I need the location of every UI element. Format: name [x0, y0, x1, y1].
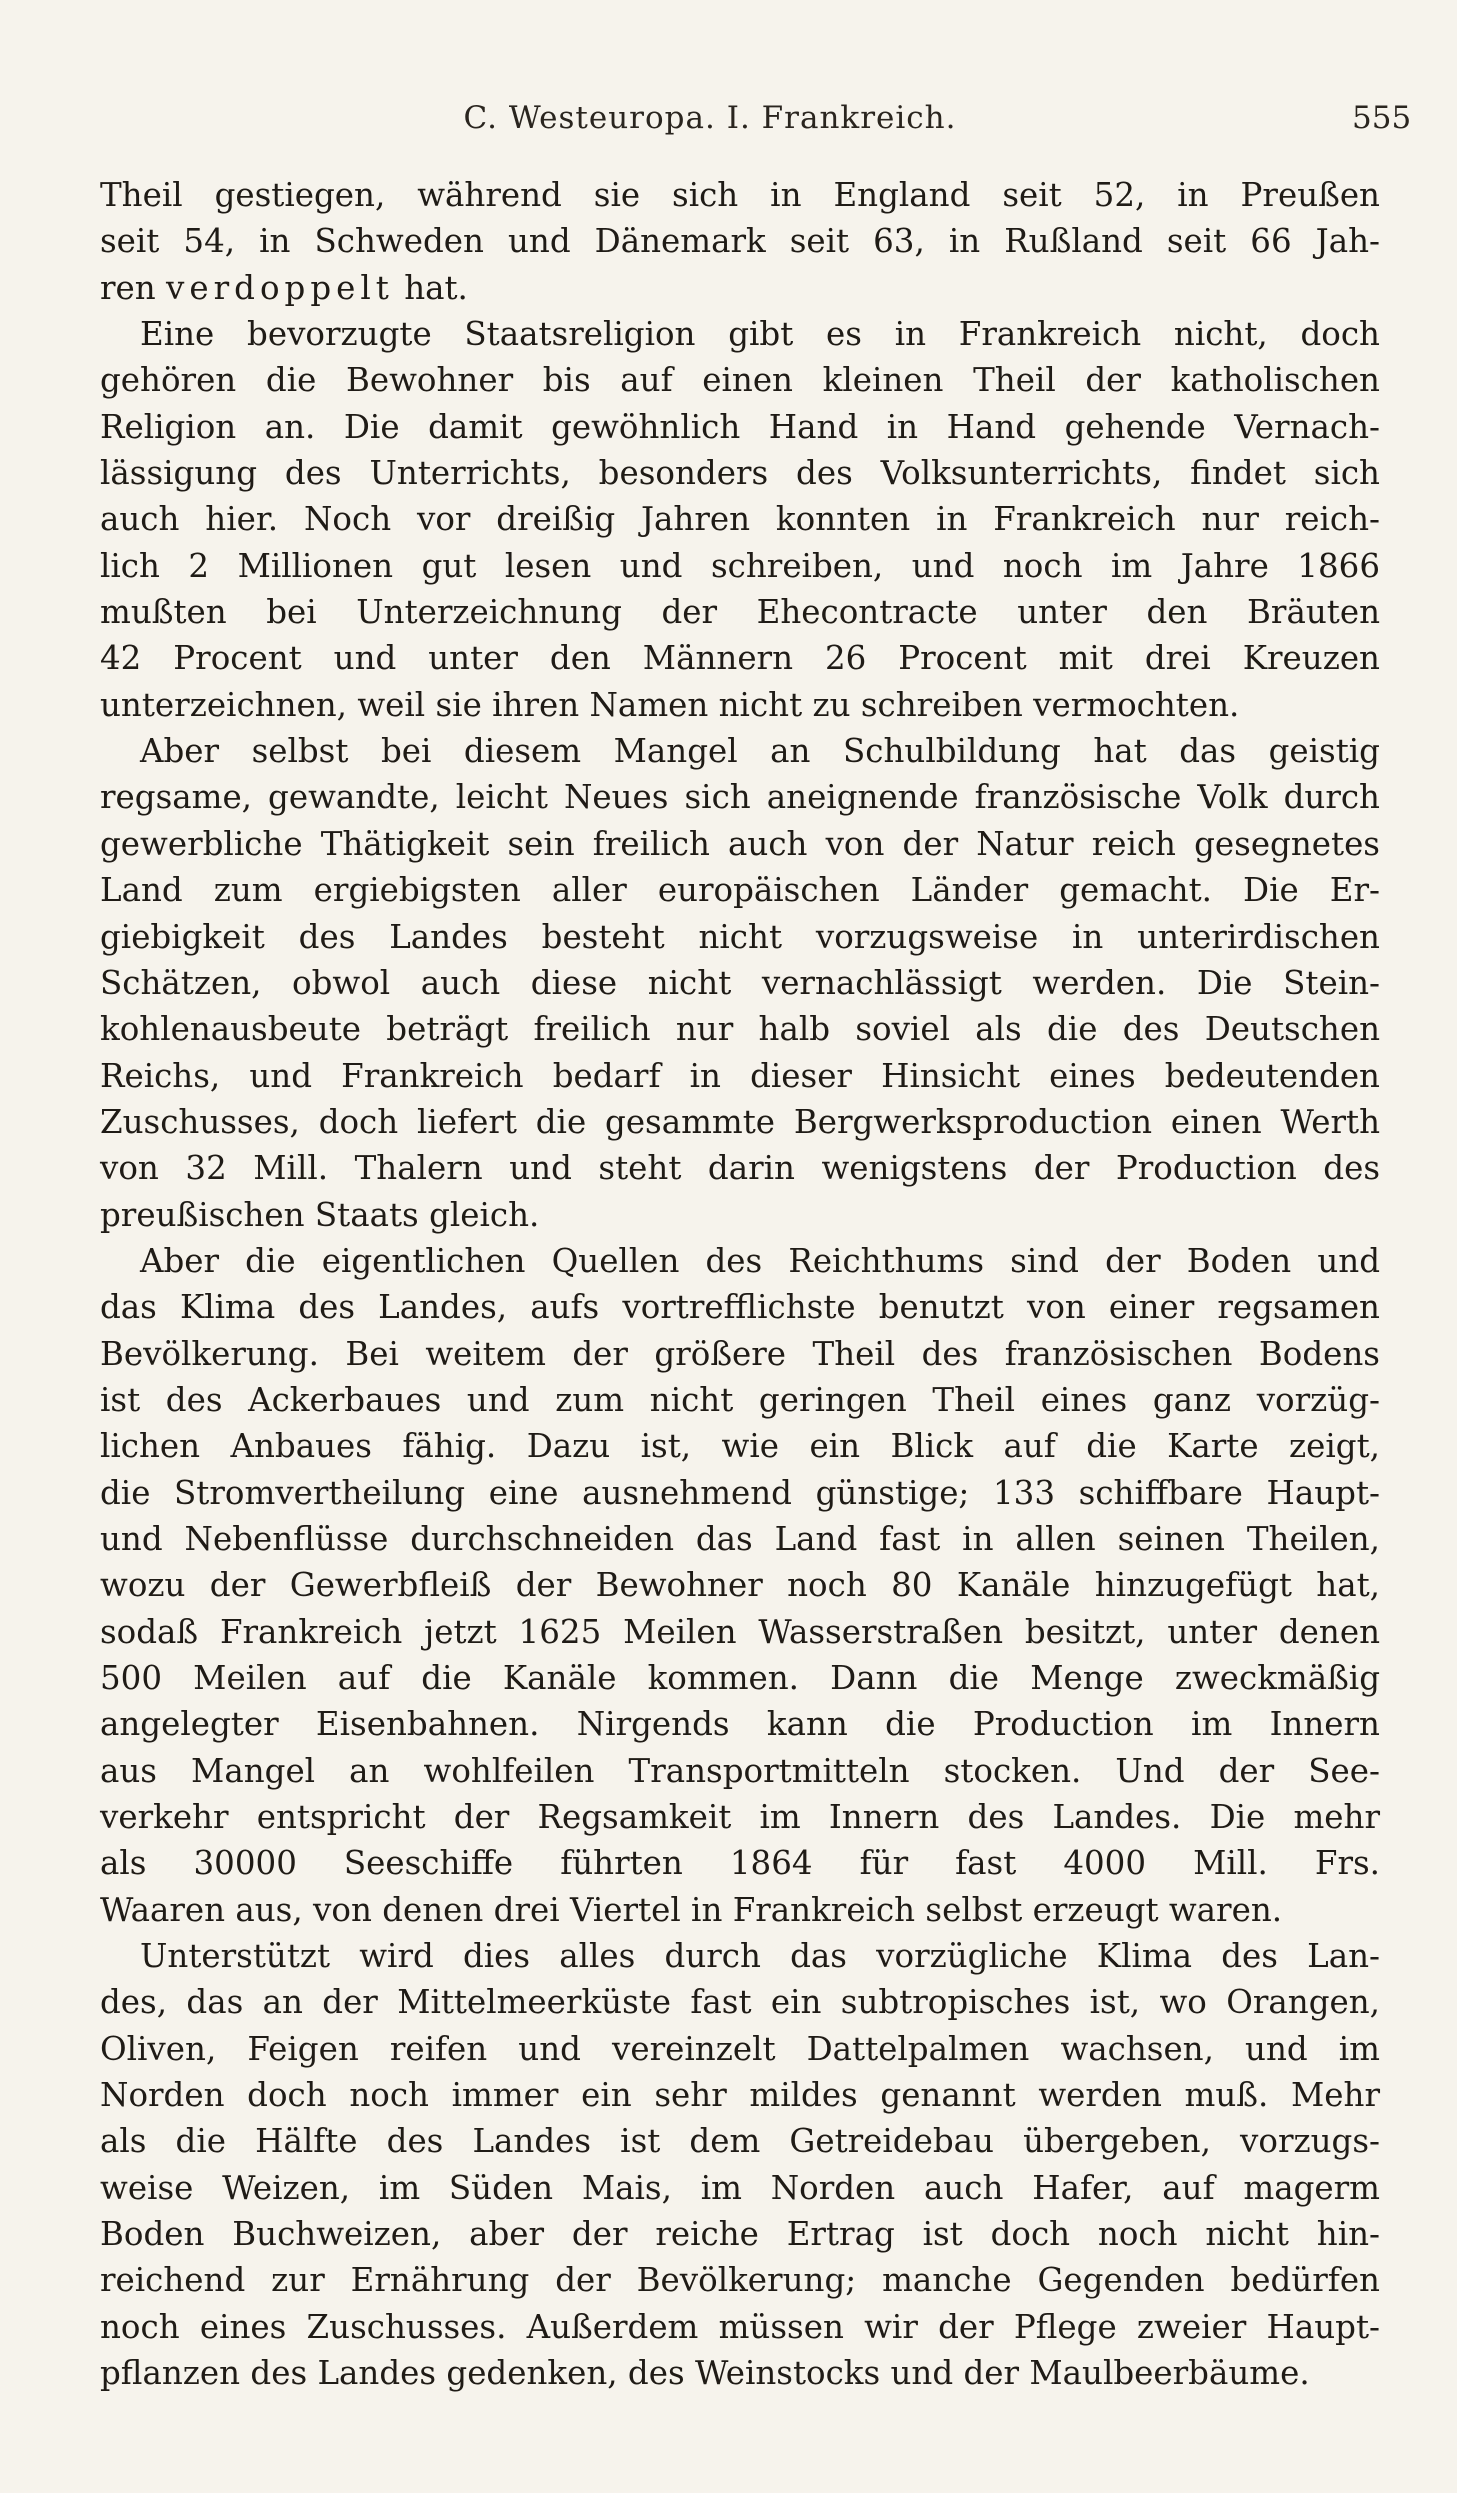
- text-fragment: hat.: [393, 268, 468, 307]
- paragraph-line: [100, 1423, 1380, 1469]
- paragraph-line: [100, 2257, 1380, 2303]
- text-line: Eine bevorzugte Staatsreligion gibt es in Frankreich nicht, doch: [140, 315, 1380, 354]
- text-line: des, das an der Mittelmeerküste fast ein subtropisches ist, wo Orangen,: [100, 1983, 1380, 2022]
- text-line: Aber die eigentlichen Quellen des Reichthums sind der Boden und: [140, 1241, 1380, 1280]
- paragraph-end-line: [100, 265, 1380, 311]
- paragraph-line: [100, 1377, 1380, 1423]
- paragraph-line: [100, 635, 1380, 681]
- text-line: Oliven, Feigen reifen und vereinzelt Dattelpalmen wachsen, und im: [100, 2029, 1380, 2068]
- text-line: Zuschusses, doch liefert die gesammte Bergwerksproduction einen Werth: [100, 1102, 1380, 1141]
- text-line: und Nebenflüsse durchschneiden das Land fast in allen seinen Theilen,: [100, 1519, 1380, 1558]
- paragraph-line: [100, 774, 1380, 820]
- paragraph-line: [100, 1470, 1380, 1516]
- text-line: als 30000 Seeschiffe führten 1864 für fast 4000 Mill. Frs.: [100, 1844, 1380, 1883]
- paragraph-line: [100, 404, 1380, 450]
- text-line: sodaß Frankreich jetzt 1625 Meilen Wasserstraßen besitzt, unter denen: [100, 1612, 1380, 1651]
- text-line: Aber selbst bei diesem Mangel an Schulbildung hat das geistig: [140, 732, 1380, 771]
- paragraph-line: [100, 496, 1380, 542]
- text-line: 42 Procent und unter den Männern 26 Procent mit drei Kreuzen: [100, 639, 1380, 678]
- paragraph-line: [100, 450, 1380, 496]
- paragraph: [100, 172, 1380, 265]
- text-line: die Stromvertheilung eine ausnehmend günstige; 133 schiffbare Haupt-: [100, 1473, 1380, 1512]
- text-line: von 32 Mill. Thalern und steht darin wenigstens der Production des: [100, 1149, 1380, 1188]
- paragraph-line: [100, 1053, 1380, 1099]
- text-line: lichen Anbaues fähig. Dazu ist, wie ein Blick auf die Karte zeigt,: [100, 1427, 1380, 1466]
- text-line: Waaren aus, von denen drei Viertel in Frankreich selbst erzeugt waren.: [100, 1890, 1283, 1929]
- text-line: Bevölkerung. Bei weitem der größere Theil des französischen Bodens: [100, 1334, 1380, 1373]
- paragraph-line: [100, 1840, 1380, 1886]
- text-line: preußischen Staats gleich.: [100, 1195, 540, 1234]
- text-line: kohlenausbeute beträgt freilich nur halb soviel als die des Deutschen: [100, 1010, 1380, 1049]
- paragraph-line: [100, 1331, 1380, 1377]
- text-line: weise Weizen, im Süden Mais, im Norden auch Hafer, auf magerm: [100, 2168, 1380, 2207]
- paragraph-line: [100, 1701, 1380, 1747]
- text-line: Reichs, und Frankreich bedarf in dieser Hinsicht eines bedeutenden: [100, 1056, 1380, 1095]
- paragraph-line: [100, 1284, 1380, 1330]
- paragraph: [100, 311, 1380, 357]
- paragraph-line: [100, 960, 1380, 1006]
- text-line: das Klima des Landes, aufs vortrefflichste benutzt von einer regsamen: [100, 1288, 1380, 1327]
- text-line: Land zum ergiebigsten aller europäischen Länder gemacht. Die Er-: [100, 871, 1380, 910]
- paragraph-line: [100, 2118, 1380, 2164]
- paragraph-line: [100, 2304, 1380, 2350]
- paragraph-line: [100, 1562, 1380, 1608]
- paragraph: [100, 1238, 1380, 1284]
- paragraph-line: [100, 543, 1380, 589]
- paragraph-line: [100, 1979, 1380, 2025]
- text-line: gehören die Bewohner bis auf einen kleinen Theil der katholischen: [100, 361, 1380, 400]
- paragraph-line: [100, 1145, 1380, 1191]
- text-line: Norden doch noch immer ein sehr mildes genannt werden muß. Mehr: [100, 2076, 1380, 2115]
- text-line: unterzeichnen, weil sie ihren Namen nicht zu schreiben vermochten.: [100, 685, 1240, 724]
- paragraph-line: [100, 357, 1380, 403]
- text-line: Schätzen, obwol auch diese nicht vernachlässigt werden. Die Stein-: [100, 963, 1380, 1002]
- text-line: pflanzen des Landes gedenken, des Weinstocks und der Maulbeerbäume.: [100, 2354, 1310, 2393]
- text-line: 500 Meilen auf die Kanäle kommen. Dann die Menge zweckmäßig: [100, 1659, 1380, 1697]
- text-line: regsame, gewandte, leicht Neues sich aneignende französische Volk durch: [100, 778, 1380, 817]
- paragraph-line: [100, 1099, 1380, 1145]
- paragraph-end-line: [100, 682, 1380, 728]
- paragraph-line: [100, 2026, 1380, 2072]
- paragraph-line: [100, 1609, 1380, 1655]
- paragraph-line: [100, 1516, 1380, 1562]
- text-line: angelegter Eisenbahnen. Nirgends kann die Production im Innern: [100, 1705, 1380, 1744]
- text-line: lässigung des Unterrichts, besonders des Volksunterrichts, findet sich: [100, 454, 1380, 493]
- paragraph: [100, 1933, 1380, 1979]
- text-line: reichend zur Ernährung der Bevölkerung; manche Gegenden bedürfen: [100, 2261, 1380, 2300]
- text-line: Boden Buchweizen, aber der reiche Ertrag ist doch noch nicht hin-: [100, 2215, 1380, 2254]
- text-line: Theil gestiegen, während sie sich in England seit 52, in Preußen: [100, 176, 1380, 214]
- text-line: giebigkeit des Landes besteht nicht vorzugsweise in unterirdischen: [100, 917, 1380, 956]
- paragraph-line: [100, 2072, 1380, 2118]
- paragraph-end-line: [100, 2350, 1380, 2396]
- text-line: seit 54, in Schweden und Dänemark seit 63, in Rußland seit 66 Jah-: [100, 222, 1380, 261]
- paragraph-line: [100, 821, 1380, 867]
- page-number: 555: [1352, 100, 1412, 136]
- emphasized-word: verdoppelt: [166, 268, 394, 307]
- text-line: Unterstützt wird dies alles durch das vorzügliche Klima des Lan-: [140, 1937, 1380, 1976]
- body-text: [100, 172, 1380, 2397]
- paragraph-line: [100, 589, 1380, 635]
- running-head: C. Westeuropa. I. Frankreich.: [463, 100, 957, 136]
- paragraph-line: [100, 1655, 1380, 1701]
- text-line: aus Mangel an wohlfeilen Transportmitteln stocken. Und der See-: [100, 1751, 1380, 1790]
- text-line: lich 2 Millionen gut lesen und schreiben, und noch im Jahre 1866: [100, 546, 1380, 585]
- text-line: ist des Ackerbaues und zum nicht geringen Theil eines ganz vorzüg-: [100, 1380, 1380, 1419]
- text-line: als die Hälfte des Landes ist dem Getreidebau übergeben, vorzugs-: [100, 2122, 1380, 2161]
- paragraph-end-line: [100, 1887, 1380, 1933]
- paragraph-line: [100, 1006, 1380, 1052]
- text-line: gewerbliche Thätigkeit sein freilich auch von der Natur reich gesegnetes: [100, 824, 1380, 863]
- paragraph-line: [100, 914, 1380, 960]
- paragraph-line: [100, 867, 1380, 913]
- paragraph-line: [100, 2211, 1380, 2257]
- text-line: mußten bei Unterzeichnung der Ehecontracte unter den Bräuten: [100, 593, 1380, 632]
- text-line: auch hier. Noch vor dreißig Jahren konnten in Frankreich nur reich-: [100, 500, 1380, 539]
- text-fragment: ren: [100, 268, 167, 307]
- paragraph-line: [100, 2165, 1380, 2211]
- text-line: noch eines Zuschusses. Außerdem müssen wir der Pflege zweier Haupt-: [100, 2307, 1380, 2346]
- text-line: wozu der Gewerbfleiß der Bewohner noch 80 Kanäle hinzugefügt hat,: [100, 1566, 1380, 1605]
- text-line: verkehr entspricht der Regsamkeit im Innern des Landes. Die mehr: [100, 1798, 1380, 1837]
- paragraph-line: [100, 1748, 1380, 1794]
- paragraph: [100, 728, 1380, 774]
- text-line: Religion an. Die damit gewöhnlich Hand in Hand gehende Vernach-: [100, 407, 1380, 446]
- paragraph-end-line: [100, 1192, 1380, 1238]
- paragraph-line: [100, 1794, 1380, 1840]
